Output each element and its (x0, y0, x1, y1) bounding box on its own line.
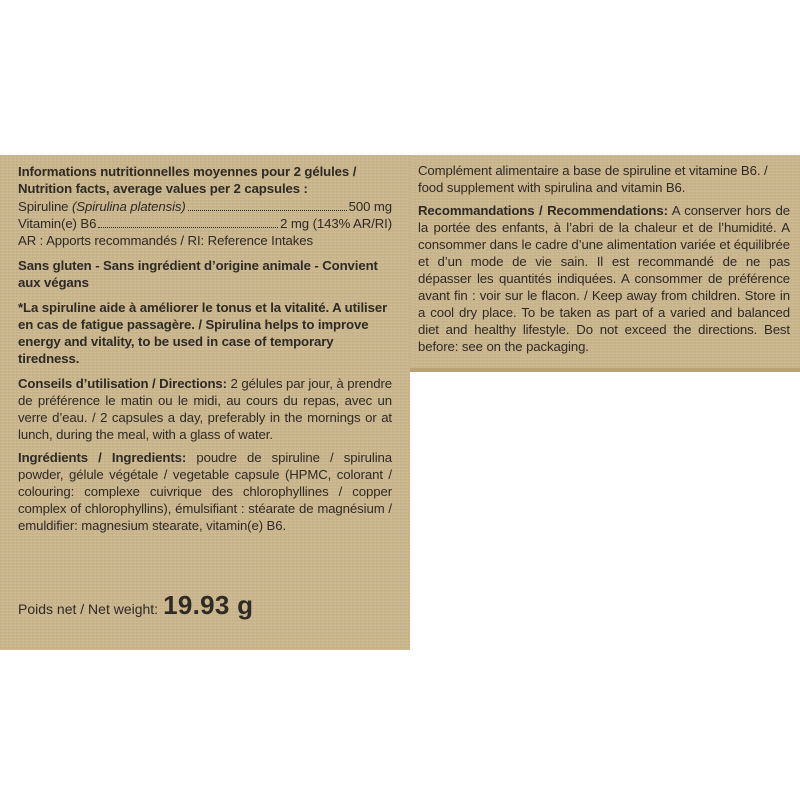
leader-dots (188, 210, 347, 211)
directions-label: Conseils d’utilisation / Directions: (18, 376, 227, 391)
nutrition-row-name: Spiruline (Spirulina platensis) (18, 199, 186, 214)
net-weight-label: Poids net / Net weight: (18, 601, 159, 617)
nutrition-row-b6 (18, 215, 392, 232)
nutrition-heading: Informations nutritionnelles moyennes pour 2 gélules / Nutrition facts, average values per 2 capsules : (18, 164, 357, 196)
ingredients-paragraph (18, 449, 392, 534)
directions-paragraph (18, 375, 392, 443)
intake-note: AR : Apports recommandés / RI: Reference Intakes (18, 233, 313, 248)
ingredients-text: poudre de spiruline / spirulina powder, gélule végétale / vegetable capsule (HPMC, colorant / colouring: complexe cuivrique des chlorophyllines / copper complex of chlorophyllins), émulsifiant : stéarate de magnésium / emuldifier: magnesium stearate, vitamin(e) B6. (18, 450, 392, 533)
ingredients-label: Ingrédients / Ingredients: (18, 450, 187, 465)
dietary-claims: Sans gluten - Sans ingrédient d’origine animale - Convient aux végans (18, 258, 378, 290)
leader-dots (98, 227, 278, 228)
nutrition-row-value: 500 mg (348, 199, 392, 214)
nutrition-table (18, 198, 392, 232)
nutrition-row-name: Vitamin(e) B6 (18, 216, 97, 231)
recommendations-label: Recommandations / Recommendations: (418, 203, 668, 218)
product-description: Complément alimentaire a base de spiruline et vitamine B6. / food supplement with spirulina and vitamin B6. (418, 163, 768, 195)
label-left-panel (0, 155, 410, 650)
net-weight (18, 590, 253, 621)
directions-text: 2 gélules par jour, à prendre de préférence le matin ou le midi, au cours du repas, avec un verre d’eau. / 2 capsules a day, preferably in the mornings or at lunch, during the meal, with a glass of water. (18, 376, 392, 442)
nutrition-row-value: 2 mg (143% AR/RI) (280, 216, 392, 231)
recommendations-paragraph (418, 202, 790, 355)
label-right-panel (410, 155, 800, 372)
health-claim: *La spiruline aide à améliorer le tonus et la vitalité. A utiliser en cas de fatigue passagère. / Spirulina helps to improve energy and vitality, to be used in case of temporary tiredness. (18, 300, 388, 366)
panel-bottom-edge (410, 368, 800, 372)
net-weight-value: 19.93 g (163, 590, 254, 620)
nutrition-row-spirulina (18, 198, 392, 215)
recommendations-text: A conserver hors de la portée des enfants, à l’abri de la chaleur et de l’humidité. A consommer dans le cadre d’une alimentation variée et équilibrée et d’un mode de vie sain. Il est recommandé de ne pas dépasser les quantités indiquées. A consommer de préférence avant fin : voir sur le flacon. / Keep away from children. Store in a cool dry place. To be taken as part of a varied and balanced diet and healthy lifestyle. Do not exceed the directions. Best before: see on the packaging. (418, 203, 790, 354)
